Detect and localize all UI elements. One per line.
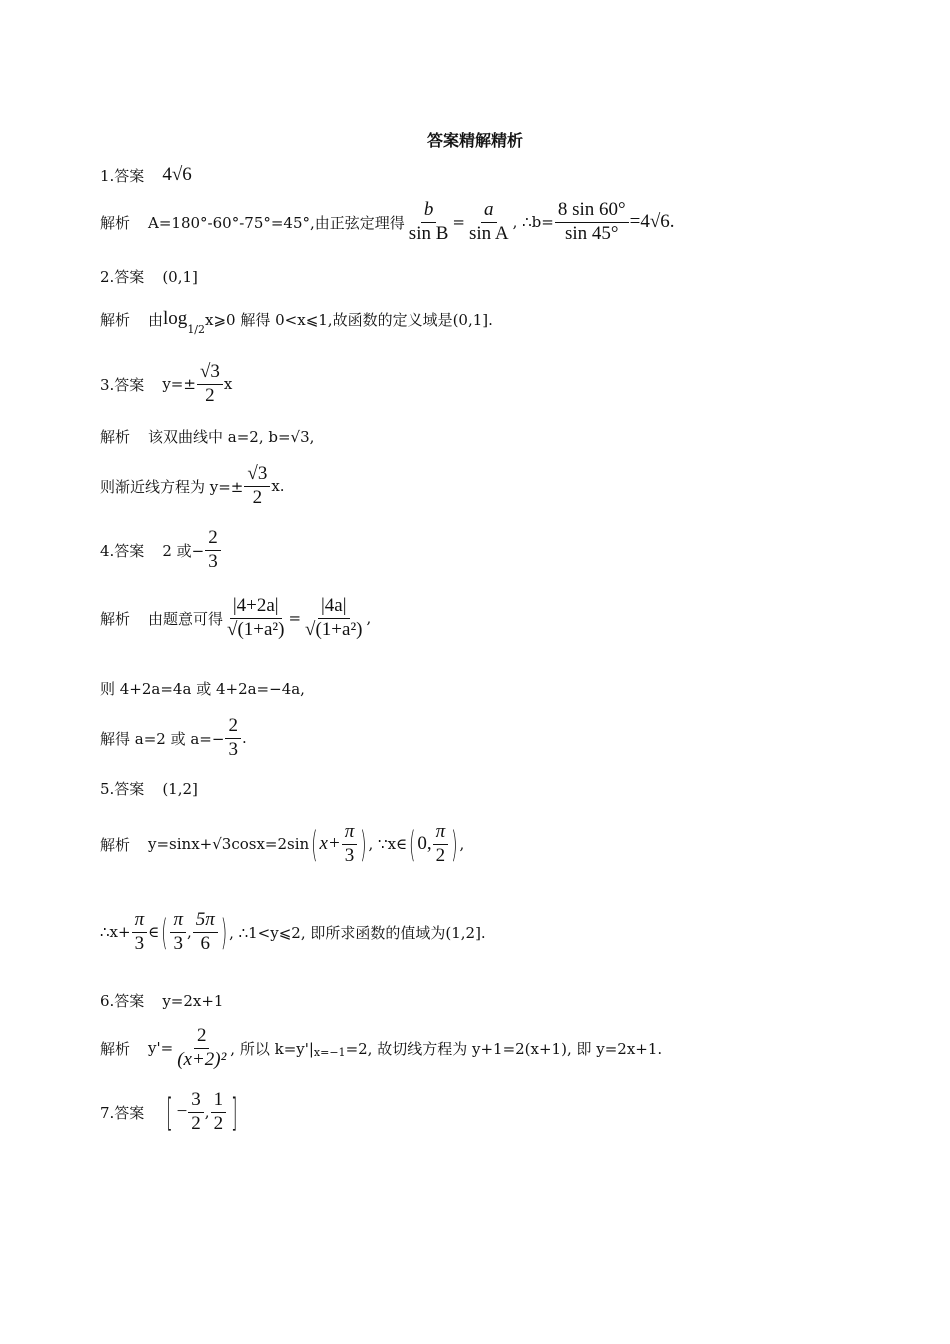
q4-eq: = bbox=[288, 609, 302, 628]
q3-answer-frac: $\frac{√3}{2}$ bbox=[197, 362, 223, 407]
q4-explain-text: 由题意可得 bbox=[148, 609, 224, 628]
q7-answer-row: 7.答案 [ − $\frac{3}{2}$ , $\frac{1}{2}$ ] bbox=[100, 1089, 238, 1136]
q1-answer-row bbox=[100, 164, 192, 186]
q6-explain-label: 解析 bbox=[100, 1039, 131, 1058]
q4-answer-row bbox=[100, 528, 222, 573]
q5-line2: ∴x+ $\frac{\pi}{3}$ ∈ ( $\frac{\pi}{3}$ , $\frac{5\pi}{6}$ ) , ∴1<y⩽2, 即所求函数的值域为(1,2]. bbox=[100, 909, 486, 954]
q3-explain-row bbox=[100, 426, 314, 447]
q5-line2-in: ∈ bbox=[148, 923, 160, 942]
q5-l2-frac-b: $\frac{5\pi}{6}$ bbox=[193, 910, 218, 955]
q3-answer-post: x bbox=[223, 375, 233, 394]
q2-explain-label: 解析 bbox=[100, 310, 131, 329]
q6-label: 6.答案 bbox=[100, 992, 145, 1010]
q4-label: 4.答案 bbox=[100, 541, 145, 560]
q4-line3-post: . bbox=[241, 729, 247, 748]
q4-frac-1: $\frac{|4+2a|}{\text{√(1+a²)}}$ bbox=[227, 595, 285, 640]
q7-sep: , bbox=[204, 1103, 210, 1122]
q3-explain-text: 该双曲线中 a=2, b=√3, bbox=[148, 428, 315, 446]
q5-line2-frac: $\frac{\pi}{3}$ bbox=[132, 910, 148, 955]
q1-label: 1.答案 bbox=[100, 166, 145, 185]
q4-explain-label: 解析 bbox=[100, 609, 131, 628]
q4-explain-row bbox=[100, 596, 371, 641]
q1-explain-label: 解析 bbox=[100, 213, 131, 232]
q4-line3-frac: $\frac{2}{3}$ bbox=[225, 716, 241, 761]
q7-label: 7.答案 bbox=[100, 1103, 145, 1122]
q3-label: 3.答案 bbox=[100, 375, 145, 394]
q3-explain-label: 解析 bbox=[100, 428, 131, 446]
q2-answer-row bbox=[100, 266, 198, 287]
q6-post: =2, 故切线方程为 y+1=2(x+1), 即 y=2x+1. bbox=[345, 1039, 663, 1058]
q5-l2-frac-a: $\frac{\pi}{3}$ bbox=[170, 910, 186, 955]
q1-frac-a: $\frac{a}{\text{sin A}}$ bbox=[468, 199, 509, 244]
q1-explain-text: A=180°-60°-75°=45°,由正弦定理得 bbox=[148, 213, 405, 232]
q5-explain-pre: y=sinx+√3cosx=2sin bbox=[148, 835, 310, 854]
q1-explain-row: 解析 A=180°-60°-75°=45°,由正弦定理得 $\frac{b}{\text{sin B}}$ = $\frac{a}{\text{sin A}}$ , ∴b= $\frac{8 \sin 60^\circ}{\sin 45^\circ}$ =4√6. bbox=[100, 199, 675, 244]
q3-answer-pre: y=± bbox=[162, 375, 196, 394]
q5-explain-label: 解析 bbox=[100, 835, 131, 854]
q7-frac-a: $\frac{3}{2}$ bbox=[188, 1090, 204, 1135]
q4-frac-2: $\frac{|4a|}{\text{√(1+a²)}}$ bbox=[305, 595, 363, 640]
q2-pre: 由 bbox=[148, 310, 164, 329]
q5-answer-row bbox=[100, 778, 198, 799]
q5-int-a: 0, bbox=[417, 833, 432, 855]
q7-neg: − bbox=[176, 1101, 188, 1123]
q3-answer-row bbox=[100, 362, 232, 407]
q6-mid: , 所以 k=y'| bbox=[230, 1039, 314, 1058]
q5-arg-frac: $\frac{\pi}{3}$ bbox=[342, 822, 358, 867]
q4-line2 bbox=[100, 678, 305, 699]
q2-post: x⩾0 解得 0<x⩽1,故函数的定义域是(0,1]. bbox=[205, 310, 493, 329]
q5-because: , ∵x∈ bbox=[368, 835, 408, 854]
q1-result: =4√6. bbox=[629, 211, 675, 233]
q6-explain-row bbox=[100, 1026, 662, 1071]
q2-log-base: 1/2 bbox=[187, 322, 206, 336]
q4-comma: , bbox=[366, 609, 372, 628]
q1-therefore: , ∴b= bbox=[512, 213, 554, 232]
q3-line2-pre: 则渐近线方程为 y=± bbox=[100, 477, 244, 496]
q5-answer: (1,2] bbox=[162, 779, 198, 798]
q4-line3 bbox=[100, 716, 247, 761]
q3-line2 bbox=[100, 464, 285, 509]
q1-frac-sin: $\frac{8 \sin 60^\circ}{\sin 45^\circ}$ bbox=[555, 200, 629, 245]
q5-arg-pre: x+ bbox=[319, 833, 341, 855]
q5-int-frac: $\frac{\pi}{2}$ bbox=[433, 822, 449, 867]
q2-explain-row bbox=[100, 308, 493, 336]
q2-label: 2.答案 bbox=[100, 268, 145, 286]
q3-line2-frac: $\frac{√3}{2}$ bbox=[244, 464, 270, 509]
q1-answer: 4√6 bbox=[162, 164, 192, 185]
q6-answer: y=2x+1 bbox=[162, 991, 224, 1010]
q4-line3-pre: 解得 a=2 或 a=− bbox=[100, 729, 225, 748]
q5-line2-post: , ∴1<y⩽2, 即所求函数的值域为(1,2]. bbox=[229, 923, 486, 942]
q6-pre: y'= bbox=[148, 1039, 174, 1058]
q5-tail: , bbox=[459, 835, 465, 854]
q7-frac-b: $\frac{1}{2}$ bbox=[211, 1090, 227, 1135]
q6-answer-row bbox=[100, 990, 223, 1011]
q5-explain-row: 解析 y=sinx+√3cosx=2sin ( x+ $\frac{\pi}{3}$ ) , ∵x∈ ( 0, $\frac{\pi}{2}$ ) , bbox=[100, 821, 465, 866]
q3-line2-post: x. bbox=[271, 477, 285, 496]
q6-frac: $\frac{2}{\text{(x+2)²}}$ bbox=[177, 1025, 227, 1070]
q4-answer-frac: $\frac{2}{3}$ bbox=[205, 528, 221, 573]
q4-answer-pre: 2 或− bbox=[162, 541, 205, 560]
q6-sub: x=−1 bbox=[313, 1045, 346, 1059]
page-title: 答案精解精析 bbox=[426, 131, 523, 150]
q5-label: 5.答案 bbox=[100, 780, 145, 798]
q5-line2-pre: ∴x+ bbox=[100, 923, 131, 942]
q2-log: log bbox=[163, 308, 188, 329]
q2-answer: (0,1] bbox=[162, 267, 198, 286]
q1-frac-b: $\frac{b}{\text{sin B}}$ bbox=[408, 199, 449, 244]
q4-line2-text: 则 4+2a=4a 或 4+2a=−4a, bbox=[100, 680, 305, 698]
